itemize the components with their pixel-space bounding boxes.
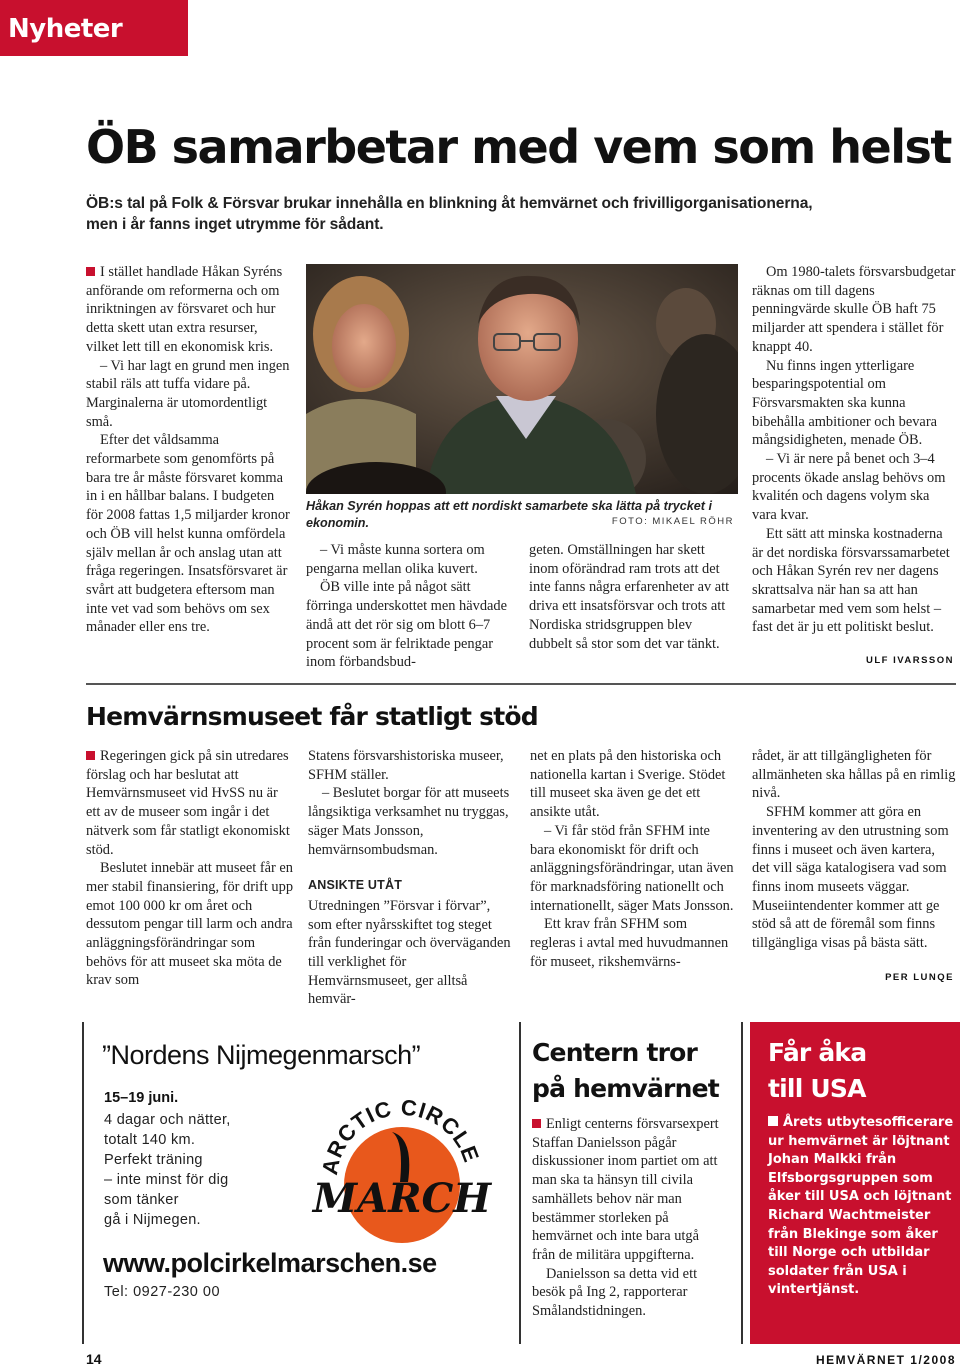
advertisement-arctic-circle-march <box>90 1030 510 1340</box>
paragraph: – Vi är nere på benet och 3–4 procents ökade anslag behövs om kvalitén och dagens volym ska vara kvar. <box>752 451 946 524</box>
photo-credit: FOTO: MIKAEL RÖHR <box>611 516 734 527</box>
article-column-1 <box>86 263 293 637</box>
publication-name: HEMVÄRNET 1/2008 <box>815 1353 956 1367</box>
paragraph: net en plats på den historiska och nationella kartan i Sverige. Stödet till museet ska även ge det ett ansikte utåt. <box>530 748 726 821</box>
column-rule <box>741 1022 743 1344</box>
paragraph: I stället handlade Håkan Syréns anförande om reformerna och om inriktningen av försvaret och hur detta skett utan extra resurser, vilket lett till en ekonomisk kris. <box>86 264 283 355</box>
byline: PER LUNQE <box>885 972 954 983</box>
photo-illustration <box>306 264 738 494</box>
ad-date: 15–19 juni. <box>104 1090 179 1106</box>
section-tag <box>0 0 188 56</box>
section-divider <box>86 683 956 685</box>
sidebar-headline: Centern tror på hemvärnet <box>532 1038 719 1103</box>
sidebar-body <box>532 1115 722 1321</box>
paragraph: – Beslutet borgar för att museets långsiktiga verksamhet nu tryggas, säger Mats Jonsson, hemvärnsombudsman. <box>308 785 510 858</box>
article-column-4 <box>752 747 956 953</box>
article-column-4 <box>752 263 956 637</box>
paragraph: rådet, är att tillgängligheten för allmänheten ska hållas på en rimlig nivå. <box>752 748 956 802</box>
deck-line-1: ÖB:s tal på Folk & Försvar brukar innehålla en blinkning åt hemvärnet och frivilligorganisationerna, <box>86 195 813 212</box>
paragraph: – Vi måste kunna sortera om pengarna mellan olika kuvert. <box>306 542 485 577</box>
sidebar-headline: Får åka till USA <box>768 1038 867 1103</box>
ad-phone: Tel: 0927-230 00 <box>104 1284 221 1300</box>
logo-main-text: MARCH <box>312 1175 492 1222</box>
paragraph: ÖB ville inte på något sätt förringa underskottet men hävdade ändå att det rör sig om blott 6–7 procent som är felriktade pengar inom förbandsbud- <box>306 579 507 671</box>
paragraph: Nu finns ingen ytterligare besparingspotential om Försvarsmakten ska kunna bibehålla ambitioner och bevara mångsidigheten, menade ÖB. <box>752 357 937 449</box>
photo-caption: Håkan Syrén hoppas att ett nordiskt samarbete ska lätta på trycket i ekonomin. <box>306 499 712 530</box>
article-deck <box>86 193 813 235</box>
paragraph: Enligt centerns försvarsexpert Staffan Danielsson pågår diskussioner inom partiet om att man ska ta hänsyn till civila samhällets behov när man bestämmer storleken på hemvärnet och inte bara utgå från de militära uppgifterna. <box>532 1116 719 1263</box>
arctic-circle-march-logo <box>302 1070 502 1270</box>
ad-url[interactable]: www.polcirkelmarschen.se <box>103 1248 437 1278</box>
paragraph: – Vi får stöd från SFHM inte bara ekonomiskt för drift och anläggningsförändringar, utan även för marknadsföring nationellt och internationellt, säger Mats Jonsson. <box>530 822 734 914</box>
article-column-2 <box>306 541 513 672</box>
column-rule <box>519 1022 521 1344</box>
paragraph: Beslutet innebär att museet får en mer stabil finansiering, för drift upp emot 100 000 kr om året och dessutom pengar till larm och andra anläggningsförändringar som behövs för att museet ska möta de krav som <box>86 860 294 989</box>
article-column-2 <box>308 747 513 1009</box>
logo-arc-text: ARCTIC CIRCLE <box>316 1094 485 1177</box>
paragraph: Utredningen ”Försvar i förvar”, som efter nyårsskiftet tog steget från funderingar och överväganden till verklighet för Hemvärnsmuseet, ger alltså hemvär- <box>308 897 511 1008</box>
photo-hakan-syren <box>306 264 738 494</box>
bullet-square-icon <box>86 267 95 276</box>
paragraph: Efter det våldsamma reformarbete som genomförts på bara tre år måste försvaret komma in i en hållbar balans. I budgeten för 2008 fattas 1,5 miljarder kronor och ÖB vill helst kunna omfördela själv mellan år och anslag utan att fråga regeringen. Insatsförsvaret är svårt att budgetera eftersom man inte vet vad som behövs om sex månader eller ens tre. <box>86 432 290 636</box>
paragraph: Ett krav från SFHM som regleras i avtal med huvudmannen för museet, rikshemvärns- <box>530 916 729 970</box>
article-column-3 <box>530 747 735 971</box>
bullet-square-icon <box>768 1116 778 1126</box>
paragraph: Regeringen gick på sin utredares förslag och har beslutat att Hemvärnsmuseet vid HvSS nu är ett av de museer som ingår i det nätverk som får statligt ekonomiskt stöd. <box>86 748 290 858</box>
column-rule <box>82 1022 84 1344</box>
subheading: ANSIKTE UTÅT <box>308 878 403 893</box>
paragraph: – Vi har lagt en grund men ingen stabil räls att tuffa vidare på. Marginalerna är utomordentligt små. <box>86 357 290 430</box>
bullet-square-icon <box>532 1119 541 1128</box>
byline: ULF IVARSSON <box>865 655 954 666</box>
bullet-square-icon <box>86 751 95 760</box>
article-headline: Hemvärnsmuseet får statligt stöd <box>86 702 538 731</box>
paragraph: geten. Omställningen har skett inom oförändrad ram trots att det inte fanns några erfarenheter av att driva ett insatsförsvar och trots att Nordiska stridsgruppen blev dubbelt så stor som det var tänkt. <box>529 542 730 652</box>
paragraph: Ett sätt att minska kostnaderna är det nordiska försvarssamarbetet och Håkan Syrén rev ner dagens skrattsalva när han sa att han samarbetar med vem som helst – fast det är ju ett politiskt beslut. <box>752 525 950 636</box>
sidebar-red-box <box>750 1022 960 1344</box>
ad-title: ”Nordens Nijmegenmarsch” <box>102 1040 421 1070</box>
paragraph: Statens försvarshistoriska museer, SFHM ställer. <box>308 748 504 783</box>
paragraph: SFHM kommer att göra en inventering av den utrustning som finns i museet och även kartera, det vill säga katalogisera vad som finns inom museets väggar. Museiintendenter kommer att ge stöd så att de föremål som finns tillgängliga visas på bästa sätt. <box>752 804 949 952</box>
paragraph: Danielsson sa detta vid ett besök på Ing 2, rapporterar Smålandstidningen. <box>532 1265 698 1320</box>
paragraph: Om 1980-talets försvarsbudgetar räknas om till dagens penningvärde skulle ÖB haft 75 miljarder att spendera i stället för knappt 40. <box>752 264 956 355</box>
article-column-1 <box>86 747 293 990</box>
article-column-3 <box>529 541 736 653</box>
sidebar-body: Årets utbytesofficerare ur hemvärnet är löjtnant Johan Malkki från Elfsborgsgruppen som åker till USA och löjtnant Richard Wachtmeister från Blekinge som åker till Norge och utbildar soldater från USA i vintertjänst. <box>768 1115 954 1298</box>
ad-body: 4 dagar och nätter, totalt 140 km. Perfekt träning – inte minst för dig som tänker gå i Nijmegen. <box>104 1112 231 1228</box>
article-headline: ÖB samarbetar med vem som helst <box>86 120 951 174</box>
page-number: 14 <box>86 1351 102 1367</box>
section-label: Nyheter <box>8 14 123 44</box>
deck-line-2: men i år fanns inget utrymme för sådant. <box>86 216 384 233</box>
